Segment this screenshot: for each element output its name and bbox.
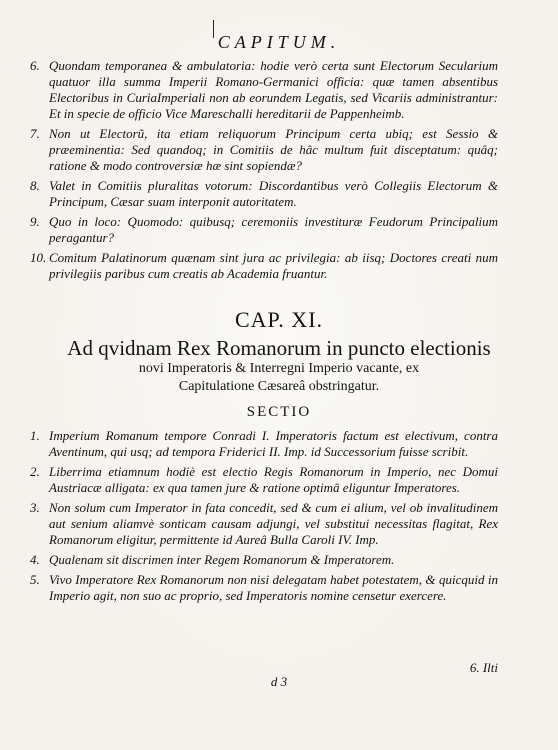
item-text: Non ut Electorũ, ita etiam reliquorum Principum certa ubiq; est Sessio & præeminentia: Sed quandoq; in Comitiis de hâc multum fuit disceptatum: quâq; ratione & modo controversiæ hæ sint sopiendæ? [49,126,498,173]
list-item [0,126,558,174]
item-number: 3. [30,500,40,515]
chapter-number: CAP. XI. [234,307,324,332]
item-number: 5. [30,572,40,587]
item-number: 9. [30,214,40,229]
item-text: Quo in loco: Quomodo: quibusq; ceremoniis investituræ Feudorum Principalium peragantur? [49,214,498,245]
item-text: Comitum Palatinorum quænam sint jura ac privilegia: ab iisq; Doctores creati num privilegiis paribus cum creatis ab Academia fruantur. [49,250,498,281]
item-number: 2. [30,464,40,479]
item-text: Vivo Imperatore Rex Romanorum non nisi delegatam habet potestatem, & quicquid in Imperio agit, non suo ac proprio, sed Imperatoris nomine censetur exercere. [49,572,498,603]
list-item [0,552,558,568]
item-text: Liberrima etiamnum hodiè est electio Regis Romanorum in Imperio, nec Domui Austriacæ alligata: ex qua tamen jure & ratione optimâ eliguntur Imperatores. [49,464,498,495]
item-number: 6. [30,58,40,73]
chapter-ten-summary-list [0,58,558,286]
item-number: 7. [30,126,40,141]
item-number: 8. [30,178,40,193]
item-number: 10. [30,250,47,265]
chapter-subtitle: novi Imperatoris & Interregni Imperio vacante, ex Capitulatione Cæsareâ obstringatur. [138,361,420,394]
list-item [0,250,558,282]
section-heading: SECTIO [246,404,312,420]
item-text: Imperium Romanum tempore Conradi I. Imperatoris factum est electivum, contra Aventinum, qui usq; ad tempora Friderici II. Imp. id Successorium fuisse scribit. [49,428,498,459]
chapter-title: Ad qvidnam Rex Romanorum in puncto electionis [67,336,491,360]
list-item [0,428,558,460]
signature-mark: d 3 [270,674,288,689]
item-text: Qualenam sit discrimen inter Regem Romanorum & Imperatorem. [49,552,395,567]
list-item [0,214,558,246]
running-head: CAPITUM. [217,32,341,52]
item-number: 1. [30,428,40,443]
item-text: Quondam temporanea & ambulatoria: hodie verò certa sunt Electorum Secularium quatuor illa summa Imperii Romano-Germanici officia: quæ tamen absentibus Electoribus in CuriaImperiali non ab eorundem Legatis, sed Vicariis administrantur: Et in specie de officio Vice Mareschalli hereditarii de Pappenheimb. [49,58,498,121]
list-item [0,58,558,122]
list-item [0,572,558,604]
chapter-eleven-summary-list [0,428,558,608]
list-item [0,178,558,210]
item-text: Non solum cum Imperator in fata concedit, sed & cum ei alium, vel ob invalitudinem aut senium aliamvè sonticam causam adjungi, vel substitui necessitas flagitat, Rex Romanorum eligitur, permittente id Aureâ Bulla Caroli IV. Imp. [49,500,498,547]
catchword: 6. Ilti [469,660,498,675]
item-text: Valet in Comitiis pluralitas votorum: Discordantibus verò Collegiis Electorum & Principum, Cæsar suam interponit autoritatem. [49,178,498,209]
item-number: 4. [30,552,40,567]
list-item [0,464,558,496]
list-item [0,500,558,548]
